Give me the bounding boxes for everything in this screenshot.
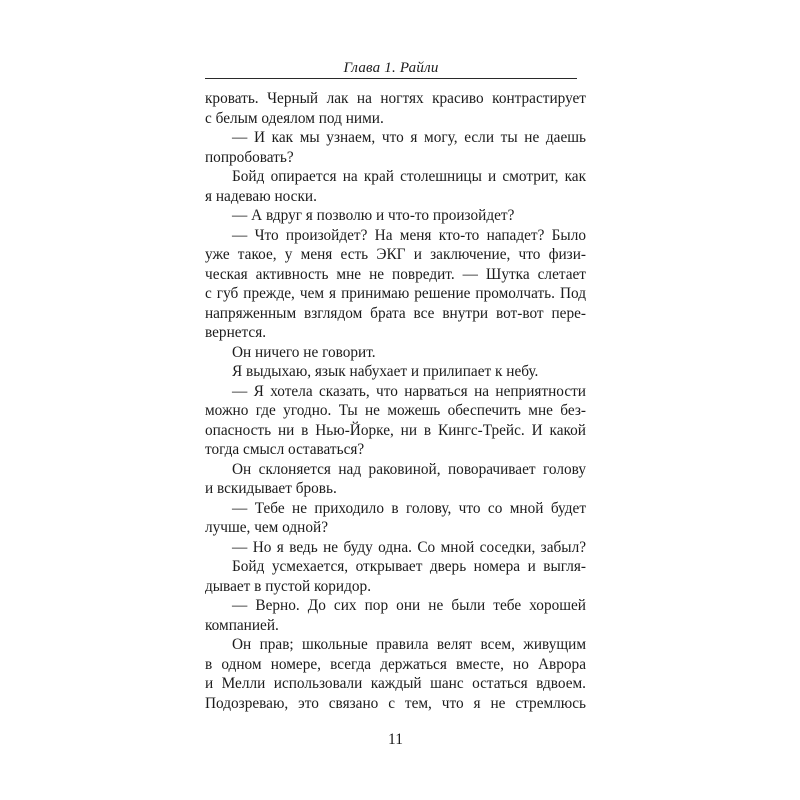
- paragraph: [205, 635, 586, 713]
- paragraph: [205, 128, 586, 167]
- text-line: — Что произойдет? На меня кто-то нападет? Было: [232, 226, 586, 244]
- paragraph: [205, 557, 586, 596]
- text-line: — Я хотела сказать, что нарваться на неприятности: [232, 382, 586, 400]
- text-line: в одном номере, всегда держаться вместе, но Аврора: [205, 655, 586, 673]
- paragraph: [205, 382, 586, 460]
- text-line: напряженным взглядом брата все внутри вот-вот пере-: [205, 304, 586, 322]
- paragraph: [205, 226, 586, 343]
- paragraph: [205, 460, 586, 499]
- paragraph: [205, 499, 586, 538]
- paragraph: [205, 538, 586, 558]
- text-line: опасность ни в Нью-Йорке, ни в Кингс-Трейс. И какой: [205, 421, 586, 439]
- text-line: я надеваю носки.: [205, 187, 317, 205]
- text-line: попробовать?: [205, 148, 294, 166]
- paragraph: [205, 89, 586, 128]
- text-line: лучше, чем одной?: [205, 519, 328, 537]
- text-line: вернется.: [205, 324, 267, 342]
- text-line: и вскидывает бровь.: [205, 480, 337, 498]
- paragraph: [205, 596, 586, 635]
- paragraph: [205, 206, 586, 226]
- text-line: уже такое, у меня есть ЭКГ и заключение, что физи-: [205, 246, 586, 264]
- text-line: Он склоняется над раковиной, поворачивает голову: [232, 460, 586, 478]
- text-line: — А вдруг я позволю и что-то произойдет?: [232, 207, 515, 225]
- text-line: с губ прежде, чем я принимаю решение промолчать. Под: [205, 285, 586, 303]
- text-line: кровать. Черный лак на ногтях красиво контрастирует: [205, 90, 586, 107]
- header-rule: [205, 78, 577, 79]
- text-line: тогда смысл оставаться?: [205, 441, 365, 459]
- text-line: Бойд опирается на край столешницы и смотрит, как: [232, 168, 586, 186]
- text-line: — Верно. До сих пор они не были тебе хорошей: [232, 597, 586, 615]
- paragraph: [205, 167, 586, 206]
- paragraph: [205, 362, 586, 382]
- text-line: и Мелли использовали каждый шанс остаться вдвоем.: [205, 675, 586, 693]
- text-line: ческая активность мне не повредит. — Шутка слетает: [205, 265, 586, 283]
- paragraph: [205, 343, 586, 363]
- page-number: 11: [388, 731, 403, 748]
- text-line: с белым одеялом под ними.: [205, 109, 384, 127]
- text-line: — Тебе не приходило в голову, что со мной будет: [232, 499, 586, 517]
- text-line: дывает в пустой коридор.: [205, 577, 372, 595]
- text-line: — Но я ведь не буду одна. Со мной соседки, забыл?: [232, 538, 586, 556]
- text-line: Он прав; школьные правила велят всем, живущим: [232, 636, 586, 654]
- text-line: Бойд усмехается, открывает дверь номера и выгля-: [232, 558, 586, 576]
- text-line: компанией.: [205, 616, 279, 634]
- text-line: Я выдыхаю, язык набухает и прилипает к небу.: [232, 363, 539, 381]
- text-line: — И как мы узнаем, что я могу, если ты не даешь: [232, 129, 586, 147]
- text-block: [205, 89, 586, 714]
- text-line: можно где угодно. Ты не можешь обеспечить мне без-: [205, 402, 586, 420]
- running-head: Глава 1. Райли: [343, 60, 439, 76]
- text-line: Он ничего не говорит.: [232, 343, 376, 361]
- text-line: Подозреваю, это связано с тем, что я не стремлюсь: [205, 694, 586, 712]
